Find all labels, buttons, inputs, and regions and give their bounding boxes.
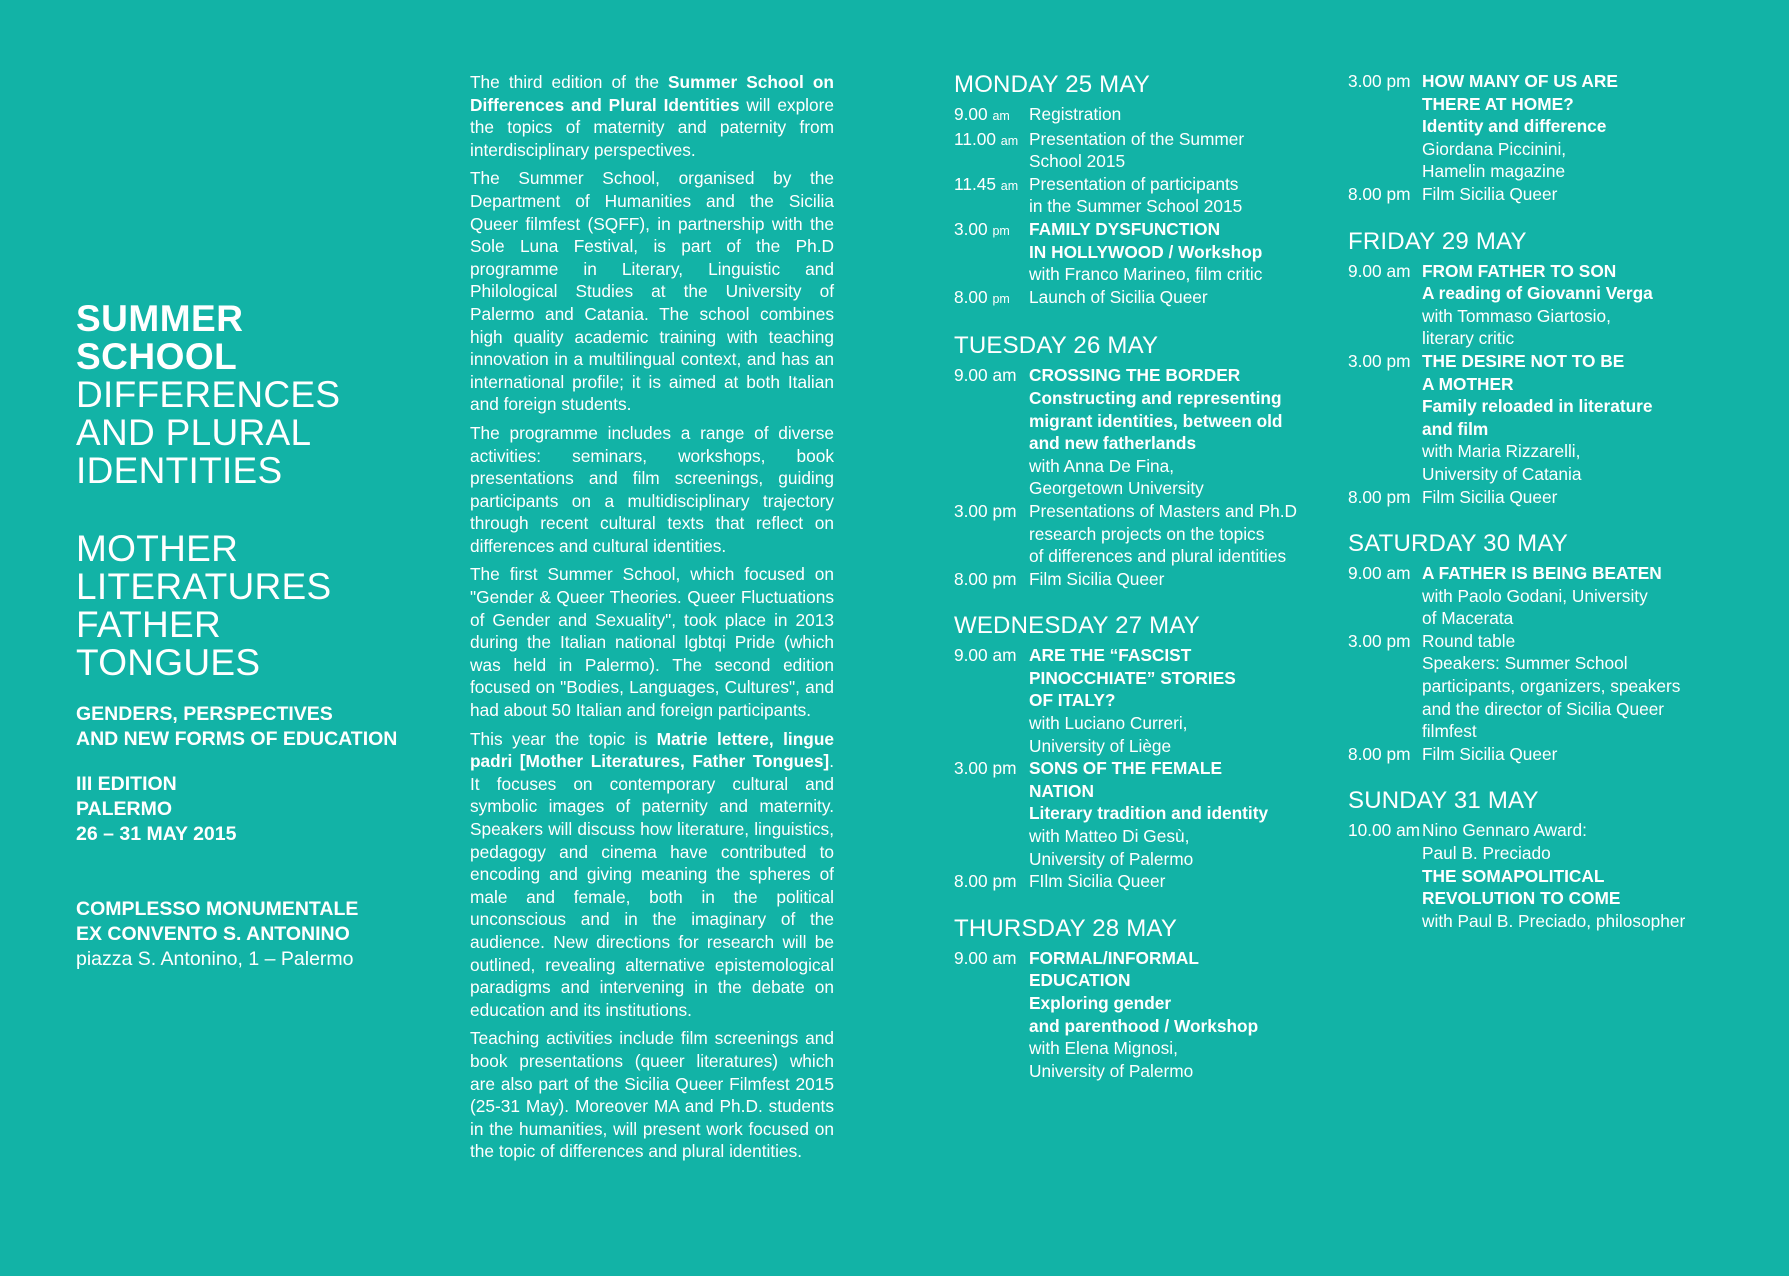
event-title-line: CROSSING THE BORDER: [1029, 365, 1241, 386]
schedule-event: [1348, 743, 1768, 766]
intro-paragraph: [470, 71, 834, 161]
event-info-line: with Maria Rizzarelli,: [1422, 441, 1581, 462]
event-time: 8.00 pm: [1348, 183, 1411, 204]
schedule-column-2: [1348, 70, 1768, 953]
event-title-line: A MOTHER: [1422, 373, 1514, 394]
event-info-line: University of Liège: [1029, 735, 1172, 756]
event-title-line: Constructing and representing: [1029, 387, 1282, 408]
event-details: [1029, 500, 1334, 568]
intro-paragraph: [470, 1027, 834, 1163]
edition-line: III EDITION: [76, 773, 177, 795]
event-details: [1029, 218, 1334, 286]
event-details: [1029, 947, 1334, 1083]
event-title-line: THE DESIRE NOT TO BE: [1422, 350, 1625, 371]
schedule-event: [954, 286, 1334, 311]
day-title: FRIDAY 29 MAY: [1348, 227, 1527, 255]
subtitle-line: LITERATURES: [76, 566, 332, 607]
event-title-line: A FATHER IS BEING BEATEN: [1422, 563, 1662, 584]
edition-line: PALERMO: [76, 798, 173, 820]
schedule-column-1: [954, 70, 1334, 1103]
intro-text: will explore the topics of maternity and paternity from interdisciplinary perspectives.: [470, 94, 834, 160]
event-info-line: with Tommaso Giartosio,: [1422, 305, 1611, 326]
event-details: [1422, 562, 1768, 630]
event-time: 9.00 am: [954, 947, 1017, 968]
event-info-line: Giordana Piccinini,: [1422, 138, 1567, 159]
schedule-event: [954, 218, 1334, 286]
event-info-line: filmfest: [1422, 721, 1477, 742]
intro-paragraph: [470, 728, 834, 1022]
event-info-line: Film Sicilia Queer: [1422, 486, 1558, 507]
event-title-line: NATION: [1029, 780, 1094, 801]
event-time: 10.00 am: [1348, 820, 1421, 841]
schedule-event: [1348, 630, 1768, 743]
event-details: [1422, 743, 1768, 766]
event-title-line: THERE AT HOME?: [1422, 93, 1574, 114]
event-info-line: Film Sicilia Queer: [1422, 743, 1558, 764]
schedule-event: [1348, 819, 1768, 932]
schedule-day: [1348, 70, 1768, 206]
event-title-line: and film: [1422, 418, 1489, 439]
event-time: 8.00 pm: [1348, 743, 1411, 764]
event-title-line: PINOCCHIATE” STORIES: [1029, 667, 1236, 688]
event-time: 3.00 pm: [954, 218, 1010, 239]
schedule-event: [954, 128, 1334, 173]
event-title-line: Identity and difference: [1422, 116, 1607, 137]
schedule-event: [954, 500, 1334, 568]
intro-paragraph: [470, 563, 834, 721]
event-info-line: with Paolo Godani, University: [1422, 585, 1648, 606]
event-time: 3.00 pm: [1348, 71, 1411, 91]
event-info-line: with Elena Mignosi,: [1029, 1038, 1178, 1059]
event-title-line: Exploring gender: [1029, 993, 1172, 1013]
event-info-line: research projects on the topics: [1029, 523, 1265, 544]
event-info-line: of differences and plural identities: [1029, 546, 1287, 567]
schedule-event: [1348, 350, 1768, 486]
event-details: [1422, 260, 1768, 350]
event-info-line: Registration: [1029, 104, 1122, 124]
schedule-event: [954, 870, 1334, 893]
event-info-line: Presentation of participants: [1029, 173, 1239, 194]
schedule-day: [1348, 529, 1768, 765]
event-title-line: HOW MANY OF US ARE: [1422, 71, 1618, 91]
event-info-line: and the director of Sicilia Queer: [1422, 698, 1665, 719]
event-details: [1422, 486, 1768, 509]
schedule-event: [954, 947, 1334, 1083]
day-title: WEDNESDAY 27 MAY: [954, 612, 1200, 640]
day-title: THURSDAY 28 MAY: [954, 914, 1178, 942]
schedule-event: [1348, 260, 1768, 350]
event-time: 8.00 pm: [954, 568, 1017, 589]
event-title-line: A reading of Giovanni Verga: [1422, 283, 1653, 304]
event-details: [1422, 183, 1768, 206]
schedule-event: [1348, 183, 1768, 206]
event-details: [1029, 173, 1334, 218]
event-info-line: Film Sicilia Queer: [1029, 568, 1165, 589]
event-details: [1422, 350, 1768, 486]
event-time: 3.00 pm: [1348, 630, 1411, 651]
event-info-line: University of Palermo: [1029, 848, 1194, 869]
event-info-line: Round table: [1422, 630, 1516, 651]
event-details: [1422, 819, 1768, 932]
intro-column: [470, 71, 834, 1169]
event-title-line: and new fatherlands: [1029, 433, 1197, 454]
title-line: SCHOOL: [76, 336, 238, 377]
event-info-line: of Macerata: [1422, 608, 1514, 629]
event-info-line: Hamelin magazine: [1422, 161, 1566, 182]
event-details: [1029, 870, 1334, 893]
event-time: 8.00 pm: [954, 286, 1010, 307]
event-time: 8.00 pm: [954, 871, 1017, 892]
schedule-day: [954, 611, 1334, 893]
event-title-line: IN HOLLYWOOD / Workshop: [1029, 241, 1263, 262]
title-line: SUMMER: [76, 298, 244, 339]
event-title-line: ARE THE “FASCIST: [1029, 645, 1192, 666]
event-time: 3.00 pm: [954, 500, 1017, 521]
event-time: 9.00 am: [954, 104, 1010, 124]
event-title-line: REVOLUTION TO COME: [1422, 888, 1621, 909]
venue-address: piazza S. Antonino, 1 – Palermo: [76, 948, 354, 970]
title-line: DIFFERENCES: [76, 374, 341, 415]
event-details: [1029, 644, 1334, 757]
schedule-event: [954, 644, 1334, 757]
intro-text: The Summer School, organised by the Department of Humanities and the Sicilia Queer filmfest (SQFF), in partnership with the Sole Luna Festival, is part of the Ph.D programme in Literary, Linguistic and Philological Studies at the University of Palermo and Catania. The school combines high quality academic training with teaching innovation in a multilingual context, and has an international profile; it is aimed at both Italian and foreign students.: [470, 168, 834, 415]
day-title: SATURDAY 30 MAY: [1348, 530, 1568, 558]
event-info-line: School 2015: [1029, 151, 1126, 172]
event-details: [1029, 286, 1334, 311]
tagline-line: GENDERS, PERSPECTIVES: [76, 703, 333, 725]
title-column: [76, 300, 456, 972]
event-info-line: with Anna De Fina,: [1029, 455, 1175, 476]
event-time: 9.00 am: [954, 365, 1017, 386]
event-time: 11.00 am: [954, 128, 1019, 149]
event-details: [1029, 568, 1334, 591]
intro-text: The first Summer School, which focused on "Gender & Queer Theories. Queer Fluctuations of Gender and Sexuality", took place in 2013 during the Italian national lgbtqi Pride (which was held in Palermo). The second edition focused on "Bodies, Languages, Cultures", and had about 50 Italian and foreign participants.: [470, 564, 834, 721]
event-title-line: migrant identities, between old: [1029, 410, 1283, 431]
subtitle-line: MOTHER: [76, 528, 239, 569]
title-line: AND PLURAL: [76, 412, 312, 453]
event-time: 3.00 pm: [954, 758, 1017, 779]
schedule-event: [954, 364, 1334, 500]
event-title-line: Literary tradition and identity: [1029, 803, 1269, 824]
title-line: IDENTITIES: [76, 450, 283, 491]
event-details: [1029, 103, 1334, 128]
venue-line: COMPLESSO MONUMENTALE: [76, 898, 359, 920]
event-info-line: FIlm Sicilia Queer: [1029, 871, 1166, 892]
event-info-line: Presentation of the Summer: [1029, 128, 1245, 149]
event-time: 9.00 am: [1348, 563, 1411, 584]
event-info-line: University of Catania: [1422, 463, 1582, 484]
intro-text: . It focuses on contemporary cultural and symbolic images of paternity and maternity. Speakers will discuss how literature, linguistics, pedagogy and cinema have contributed to encoding and giving meaning the spheres of male and female, both in the political unconscious and in the imaginary of the audience. New directions for research will be outlined, revealing alternative epistemological paradigms and intervening in the debate on education and its institutions.: [470, 751, 834, 1020]
intro-text: The programme includes a range of diverse activities: seminars, workshops, book presentations and film screenings, guiding participants on a multidisciplinary trajectory through recent cultural texts that reflect on differences and cultural identities.: [470, 422, 834, 556]
event-title-line: FAMILY DYSFUNCTION: [1029, 218, 1221, 239]
event-details: [1029, 757, 1334, 870]
event-time: 9.00 am: [1348, 260, 1411, 281]
schedule-day: [954, 70, 1334, 310]
event-time: 11.45 am: [954, 173, 1019, 194]
intro-emphasis: Matrie lettere, lingue padri [Mother Literatures, Father Tongues]: [470, 728, 834, 772]
subtitle-line: TONGUES: [76, 642, 261, 683]
schedule-day: [954, 914, 1334, 1083]
schedule-day: [1348, 227, 1768, 509]
event-title-line: Family reloaded in literature: [1422, 396, 1653, 417]
event-info-line: Georgetown University: [1029, 478, 1204, 499]
schedule-event: [954, 757, 1334, 870]
intro-text: Teaching activities include film screenings and book presentations (queer literatures) which are also part of the Sicilia Queer Filmfest 2015 (25-31 May). Moreover MA and Ph.D. students in the humanities, will present work focused on the topic of differences and plural identities.: [470, 1028, 834, 1162]
day-title: SUNDAY 31 MAY: [1348, 787, 1539, 815]
event-details: [1422, 70, 1768, 183]
tagline-line: AND NEW FORMS OF EDUCATION: [76, 728, 398, 750]
event-info-line: with Paul B. Preciado, philosopher: [1422, 910, 1686, 931]
schedule-event: [1348, 486, 1768, 509]
venue-line: EX CONVENTO S. ANTONINO: [76, 923, 350, 945]
event-info-line: with Luciano Curreri,: [1029, 713, 1188, 734]
edition-line: 26 – 31 MAY 2015: [76, 823, 237, 845]
event-info-line: with Matteo Di Gesù,: [1029, 826, 1190, 847]
event-title-line: and parenthood / Workshop: [1029, 1015, 1259, 1036]
schedule-day: [954, 331, 1334, 590]
event-time: 8.00 pm: [1348, 486, 1411, 507]
event-title-line: SONS OF THE FEMALE: [1029, 758, 1222, 779]
event-title-line: OF ITALY?: [1029, 690, 1116, 711]
event-title-line: FROM FATHER TO SON: [1422, 260, 1617, 281]
event-info-line: Paul B. Preciado: [1422, 843, 1551, 864]
event-info-line: Launch of Sicilia Queer: [1029, 286, 1208, 307]
day-title: TUESDAY 26 MAY: [954, 332, 1159, 360]
event-info-line: participants, organizers, speakers: [1422, 676, 1681, 697]
intro-paragraph: [470, 422, 834, 558]
intro-paragraph: [470, 167, 834, 416]
intro-emphasis: Summer School on Differences and Plural Identities: [470, 72, 834, 115]
event-info-line: in the Summer School 2015: [1029, 196, 1243, 217]
event-info-line: Speakers: Summer School: [1422, 653, 1628, 674]
day-title: MONDAY 25 MAY: [954, 71, 1150, 98]
event-details: [1029, 364, 1334, 500]
intro-text: This year the topic is: [470, 728, 657, 749]
schedule-event: [954, 568, 1334, 591]
event-info-line: University of Palermo: [1029, 1060, 1194, 1081]
schedule-event: [954, 103, 1334, 128]
event-info-line: Nino Gennaro Award:: [1422, 820, 1587, 841]
event-title-line: EDUCATION: [1029, 970, 1131, 991]
event-info-line: Presentations of Masters and Ph.D: [1029, 500, 1297, 521]
intro-text: The third edition of the: [470, 72, 669, 92]
schedule-event: [1348, 562, 1768, 630]
event-title-line: FORMAL/INFORMAL: [1029, 947, 1199, 968]
event-info-line: literary critic: [1422, 328, 1515, 349]
schedule-day: [1348, 786, 1768, 932]
subtitle-line: FATHER: [76, 604, 222, 645]
event-time: 9.00 am: [954, 645, 1017, 666]
event-details: [1029, 128, 1334, 173]
event-info-line: with Franco Marineo, film critic: [1029, 264, 1263, 285]
event-details: [1422, 630, 1768, 743]
event-title-line: THE SOMAPOLITICAL: [1422, 865, 1605, 886]
event-time: 3.00 pm: [1348, 350, 1411, 371]
schedule-event: [954, 173, 1334, 218]
event-info-line: Film Sicilia Queer: [1422, 183, 1558, 204]
schedule-event: [1348, 70, 1768, 183]
